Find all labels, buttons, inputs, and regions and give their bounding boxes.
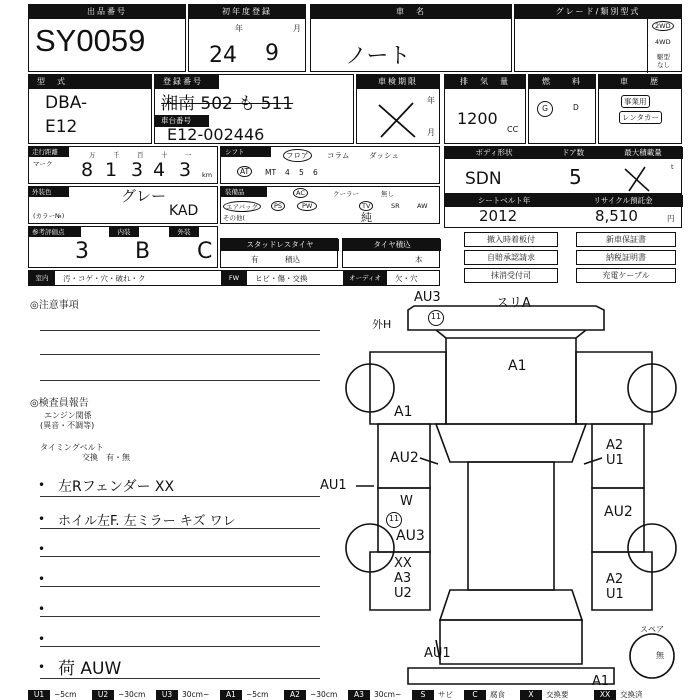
mileage-digit-1: 8 <box>81 159 94 181</box>
legend-u3: U3 <box>156 690 178 700</box>
legend-xx-desc: 交換済 <box>620 690 643 699</box>
body-label: ボディ形状 <box>445 147 543 159</box>
shift-4: 4 <box>285 168 290 177</box>
shift-floor: フロア <box>283 149 312 162</box>
mileage-digit-4: 4 <box>153 159 166 181</box>
note-bullet-3: • <box>38 542 46 556</box>
legend-u2-desc: ~30cm <box>118 690 146 699</box>
mileage-digit-label-5: 一 <box>185 151 192 159</box>
shift-at: AT <box>237 166 252 177</box>
equip-sr: SR <box>391 202 400 210</box>
inspection-month-label: 月 <box>427 128 435 137</box>
mark-left-rear-door: AU3 <box>396 528 425 544</box>
mark-right-rear-door: AU2 <box>604 504 633 520</box>
displacement-unit: CC <box>507 125 519 134</box>
note-bullet-4: • <box>38 572 46 586</box>
inspection-year-label: 年 <box>427 96 435 105</box>
legend-c: C <box>464 690 486 700</box>
mark-left-front-door: AU2 <box>390 450 419 466</box>
spare-tire <box>630 634 674 678</box>
hood <box>446 338 576 424</box>
caution-heading: ◎注意事項 <box>30 300 79 311</box>
first-registration-year: 24 <box>209 43 237 68</box>
first-registration-month: 9 <box>265 41 279 66</box>
color-number-label: (カラー№) <box>33 212 65 220</box>
legend-u2: U2 <box>92 690 114 700</box>
note-bullet-7: • <box>38 660 46 674</box>
exterior-score-label: 外装 <box>169 227 199 237</box>
car-name: ノート <box>345 44 411 69</box>
note-bullet-1: • <box>38 478 46 492</box>
recycle-label: リサイクル預託金 <box>563 195 683 207</box>
chassis-value: E12-002446 <box>167 125 265 144</box>
first-registration-label: 初年度登録 <box>189 5 305 19</box>
interior-score-label: 内装 <box>109 227 139 237</box>
legend-u1-desc: ~5cm <box>54 690 77 699</box>
interior-condition: 汚・コゲ・穴・破れ・ク <box>63 274 146 283</box>
shift-mt: MT <box>265 168 277 177</box>
legend-a1: A1 <box>220 690 242 700</box>
seatbelt-value: 2012 <box>479 207 518 225</box>
tire-load-label: タイヤ積込 <box>343 239 441 251</box>
fuel-label: 燃 料 <box>529 75 595 89</box>
button-charging-cable[interactable]: 充電ケーブル <box>576 268 676 283</box>
doors-value: 5 <box>569 165 582 189</box>
mileage-label: 走行距離 <box>29 147 69 157</box>
legend-a1-desc: ~5cm <box>246 690 269 699</box>
fw-label: FW <box>221 271 247 285</box>
load-label: 最大積載量 <box>603 147 683 159</box>
fuel-d-option: D <box>573 103 579 112</box>
mark-circled-11-side: 11 <box>386 512 402 528</box>
shift-column: コラム <box>327 151 350 160</box>
mileage-digit-2: 1 <box>105 159 118 181</box>
equip-other-value: 純 <box>361 211 372 224</box>
mark-hood: A1 <box>508 358 527 374</box>
car-name-label: 車 名 <box>311 5 511 19</box>
mark-left-front-fender: A1 <box>394 404 413 420</box>
tire-load-unit: 本 <box>415 255 423 264</box>
fuel-g-option: G <box>537 101 553 117</box>
button-deregistration[interactable]: 抹消受付司 <box>464 268 558 283</box>
legend-a2: A2 <box>284 690 306 700</box>
shift-dash: ダッシュ <box>369 151 399 160</box>
color-code: KAD <box>169 203 199 219</box>
engine-sub-label: (異音・不調等) <box>40 421 95 430</box>
timing-belt-label: タイミングベルト <box>40 443 104 452</box>
legend-a3-desc: 30cm~ <box>374 690 402 699</box>
grade-score: 3 <box>75 239 89 264</box>
spare-label: スペア <box>640 625 664 634</box>
month-label: 月 <box>293 24 301 33</box>
note-bullet-6: • <box>38 632 46 646</box>
legend-x: X <box>520 690 542 700</box>
equip-airbag: エアバッグ <box>223 201 261 212</box>
equip-pw: PW <box>297 201 317 211</box>
recycle-unit: 円 <box>667 214 675 223</box>
legend-xx: XX <box>594 690 616 700</box>
load-unit: t <box>671 163 674 171</box>
mark-left-side: AU1 <box>320 478 347 493</box>
mark-right-front-door: A2 U1 <box>606 438 624 468</box>
inspection-label: 車検期限 <box>357 75 439 89</box>
timing-belt-value: 交換 有・無 <box>82 453 130 462</box>
mileage-mark-label: マーク <box>33 160 53 168</box>
body-value: SDN <box>465 169 502 189</box>
interior-condition-label: 室内 <box>29 271 55 285</box>
mileage-digit-5: 3 <box>179 159 192 181</box>
mileage-digit-label-4: 十 <box>161 151 168 159</box>
recycle-value: 8,510 <box>595 207 638 225</box>
registration-label: 登録番号 <box>155 75 219 89</box>
equipment-label: 装備品 <box>221 187 267 197</box>
drive-4wd: 4WD <box>655 38 671 46</box>
equip-ac: AC <box>293 188 308 198</box>
legend-c-desc: 腐食 <box>490 690 505 699</box>
note-item-1: 左Rフェンダー XX <box>58 479 175 495</box>
rear-bumper <box>408 668 614 684</box>
note-bullet-5: • <box>38 602 46 616</box>
mileage-digit-label-1: 万 <box>89 151 96 159</box>
legend-a3: A3 <box>348 690 370 700</box>
doors-label: ドア数 <box>543 147 603 159</box>
button-new-car-warranty[interactable]: 新車保証書 <box>576 232 676 247</box>
note-item-2: ホイル左F. 左ミラー キズ ワレ <box>58 514 236 529</box>
note-item-3: 荷 AUW <box>58 659 122 679</box>
equip-none: 無し <box>381 190 394 198</box>
grade-label: グレード/類別型式 <box>515 5 681 19</box>
model-label: 型 式 <box>29 75 151 89</box>
mark-front-bumper: スリA <box>496 296 531 311</box>
mileage-digit-label-3: 百 <box>137 151 144 159</box>
mark-rear-gate: AU1 <box>424 646 451 661</box>
button-tax-certificate[interactable]: 納税証明書 <box>576 250 676 265</box>
year-label: 年 <box>235 24 243 33</box>
equip-other-label: その他( <box>223 214 246 222</box>
registration-value: 湘南 502 も 511 <box>161 94 294 114</box>
studless-loaded: 積込 <box>285 255 300 264</box>
audio-label: オーディオ <box>343 271 387 285</box>
fw-condition: ヒビ・傷・交換 <box>255 274 308 283</box>
roof <box>468 462 554 590</box>
mileage-digit-label-2: 千 <box>113 151 120 159</box>
mileage-digit-3: 3 <box>131 159 144 181</box>
rental-use: レンタカー <box>619 111 662 124</box>
rear-window <box>440 590 582 620</box>
color-value: グレー <box>121 187 167 205</box>
legend-s-desc: サビ <box>438 690 453 699</box>
mark-right-rear-fender: A2 U1 <box>606 572 624 602</box>
exterior-score: C <box>197 239 213 264</box>
right-rear-door <box>592 488 644 552</box>
engine-label: エンジン関係 <box>44 411 92 420</box>
interior-score: B <box>135 239 151 264</box>
spare-value: 無 <box>656 651 664 660</box>
rear-gate <box>440 620 582 664</box>
mark-rear-bumper: A1 <box>592 674 610 689</box>
windshield <box>436 424 586 462</box>
button-delivery-plate[interactable]: 撤入時着板付 <box>464 232 558 247</box>
mark-front-grille: 外H <box>372 318 392 331</box>
studless-label: スタッドレスタイヤ <box>221 239 339 251</box>
equip-ps: PS <box>271 201 285 211</box>
lot-number: SY0059 <box>35 23 146 58</box>
equip-cooler: クーラー <box>333 190 359 198</box>
shift-5: 5 <box>299 168 304 177</box>
lot-number-label: 出品番号 <box>29 5 185 19</box>
equip-tv: TV <box>359 201 373 211</box>
color-label: 外装色 <box>29 187 69 197</box>
drive-2wd: 2WD <box>652 21 674 31</box>
model-value: DBA- E12 <box>45 93 88 137</box>
grade-score-label: 参考評価点 <box>29 227 81 237</box>
button-insurance-claim[interactable]: 自賠承認請求 <box>464 250 558 265</box>
mark-left-rear-fender: XX A3 U2 <box>394 556 412 601</box>
business-use: 事業用 <box>621 95 650 108</box>
seatbelt-label: シートベルト年 <box>445 195 563 207</box>
chassis-label: 車台番号 <box>155 115 209 127</box>
legend-u3-desc: 30cm~ <box>182 690 210 699</box>
shift-6: 6 <box>313 168 318 177</box>
studless-yes: 有 <box>251 255 259 264</box>
drive-none: 駆型 なし <box>657 53 670 69</box>
mileage-unit: km <box>202 171 213 179</box>
history-label: 車 歴 <box>599 75 681 89</box>
legend-x-desc: 交換要 <box>546 690 569 699</box>
legend-s: S <box>412 690 434 700</box>
equip-aw: AW <box>417 202 428 210</box>
audio-condition: 欠・穴 <box>395 274 418 283</box>
legend-a2-desc: ~30cm <box>310 690 338 699</box>
displacement-label: 排 気 量 <box>445 75 525 89</box>
displacement-value: 1200 <box>457 109 498 128</box>
legend-bar <box>28 690 700 700</box>
mark-circled-11-front: 11 <box>428 310 444 326</box>
note-bullet-2: • <box>38 512 46 526</box>
mark-au3-front: AU3 <box>414 290 441 305</box>
legend-u1: U1 <box>28 690 50 700</box>
shift-label: シフト <box>221 147 271 157</box>
inspector-heading: ◎検査員報告 <box>30 398 89 409</box>
mark-left-step: W <box>400 494 413 509</box>
